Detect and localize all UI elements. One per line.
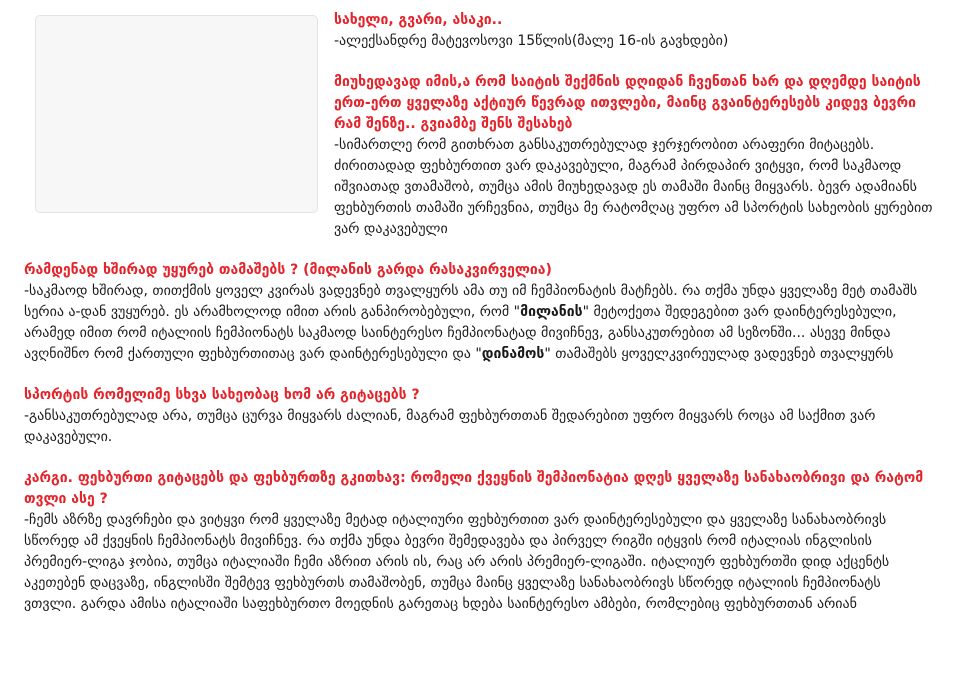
spacer [24,448,936,468]
spacer [24,365,936,385]
answer-text: -საკმაოდ ხშირად, თითქმის ყოველ კვირას ვადევნებ თვალყურს ამა თუ იმ ჩემპიონატის მატჩებს. რა თქმა უნდა ყველაზე მეტ თამაშს სერია ა-დან ვუყურებ. ეს არამხოლოდ იმით არის განპირობებული, რომ " [24,283,918,320]
answer-text: " თამაშებს ყოველკვირეულად ვადევნებ თვალყურს [544,346,894,362]
question-how-often-watch: რამდენად ხშირად უყურებ თამაშებს ? (მილანის გარდა რასაკვირველია) [24,262,552,278]
milan-highlight: მილანის [520,304,583,320]
answer-how-often-watch [24,281,936,365]
question-about-you: მიუხედავად იმის,ა რომ საიტის შექმნის დღიდან ჩვენთან ხარ და დღემდე საიტის ერთ-ერთ ყველაზე აქტიურ წევრად ითვლები, მაინც გვაინტერესებს კიდევ ბევრი რამ შენზე.. გვიამბე შენს შესახებ [334,74,921,132]
dinamo-highlight: დინამოს [481,346,545,362]
question-best-league: კარგი. ფეხბურთი გიტაცებს და ფეხბურთზე გკითხავ: რომელი ქვეყნის შემპიონატია დღეს ყველაზე სანახაობრივი და რატომ თვლი ასე ? [24,470,924,507]
profile-photo-placeholder [35,15,318,213]
question-other-sports: სპორტის რომელიმე სხვა სახეობაც ხომ არ გიტაცებს ? [24,387,420,403]
answer-other-sports: -განსაკუთრებულად არა, თუმცა ცურვა მიყვარს ძალიან, მაგრამ ფეხბურთთან შედარებით უფრო მიყვარს როცა ამ საქმით ვარ დაკავებული. [24,408,876,445]
answer-text: " მეტოქეთა შედეგებით ვარ დაინტერესებული, არამედ იმით რომ იტალიის ჩემპიონატს საკმაოდ საინტერესო ჩემპიონატად მივიჩნევ, განსაკუთრებით ამ სეზონში... ასევე მინდა ავღნიშნო რომ ქართული ფეხბურთითაც ვარ დაინტერესებული და " [24,304,897,362]
question-name-age: სახელი, გვარი, ასაკი.. [334,12,503,28]
answer-about-you: -სიმართლე რომ გითხრათ განსაკუთრებულად ჯერჯერობით არაფერი მიტაცებს. ძირითადად ფეხბურთით ვარ დაკავებული, მაგრამ პირდაპირ ვიტყვი, რომ საკმაოდ იშვიათად ვთამაშობ, თუმცა ამის მიუხედავად ეს თამაში მაინც მიყვარს. ბევრ ადამიანს ფეხბურთის თამაში ურჩევნია, თუმცა მე რატომღაც უფრო ამ სპორტის სახეობის ყურებით ვარ დაკავებული [334,137,933,237]
spacer [24,240,936,260]
answer-name-age: -ალექსანდრე მატევოსოვი 15წლის(მალე 16-ის გავხდები) [334,33,729,49]
answer-best-league: -ჩემს აზრზე დავრჩები და ვიტყვი რომ ყველაზე მეტად იტალიური ფეხბურთით ვარ დაინტერესებული და ყველაზე სანახაობრივს სწორედ ამ ქვეყნის ჩემპიონატს მივიჩნევ. რა თქმა უნდა ბევრი შემედავება და პირველ რიგში იტყვის რომ იტალიას ინგლისის პრემიერ-ლიგა ჯობია, თუმცა იტალიაში ჩემი აზრით არის ის, რაც არ არის პრემიერ-ლიგაში. იტალიურ ფეხბურთში დიდ აქცენტს აკეთებენ დაცვაზე, ინგლისში შემტევ ფეხბურთს თამაშობენ, თუმცა მაინც ყველაზე სანახაობრივს სწორედ იტალიის ჩემპიონატს ვთვლი. გარდა ამისა იტალიაში საფეხბურთო მოედნის გარეთაც ხდება საინტერესო ამბები, რომლებიც ფეხბურთთან არიან [24,512,890,612]
